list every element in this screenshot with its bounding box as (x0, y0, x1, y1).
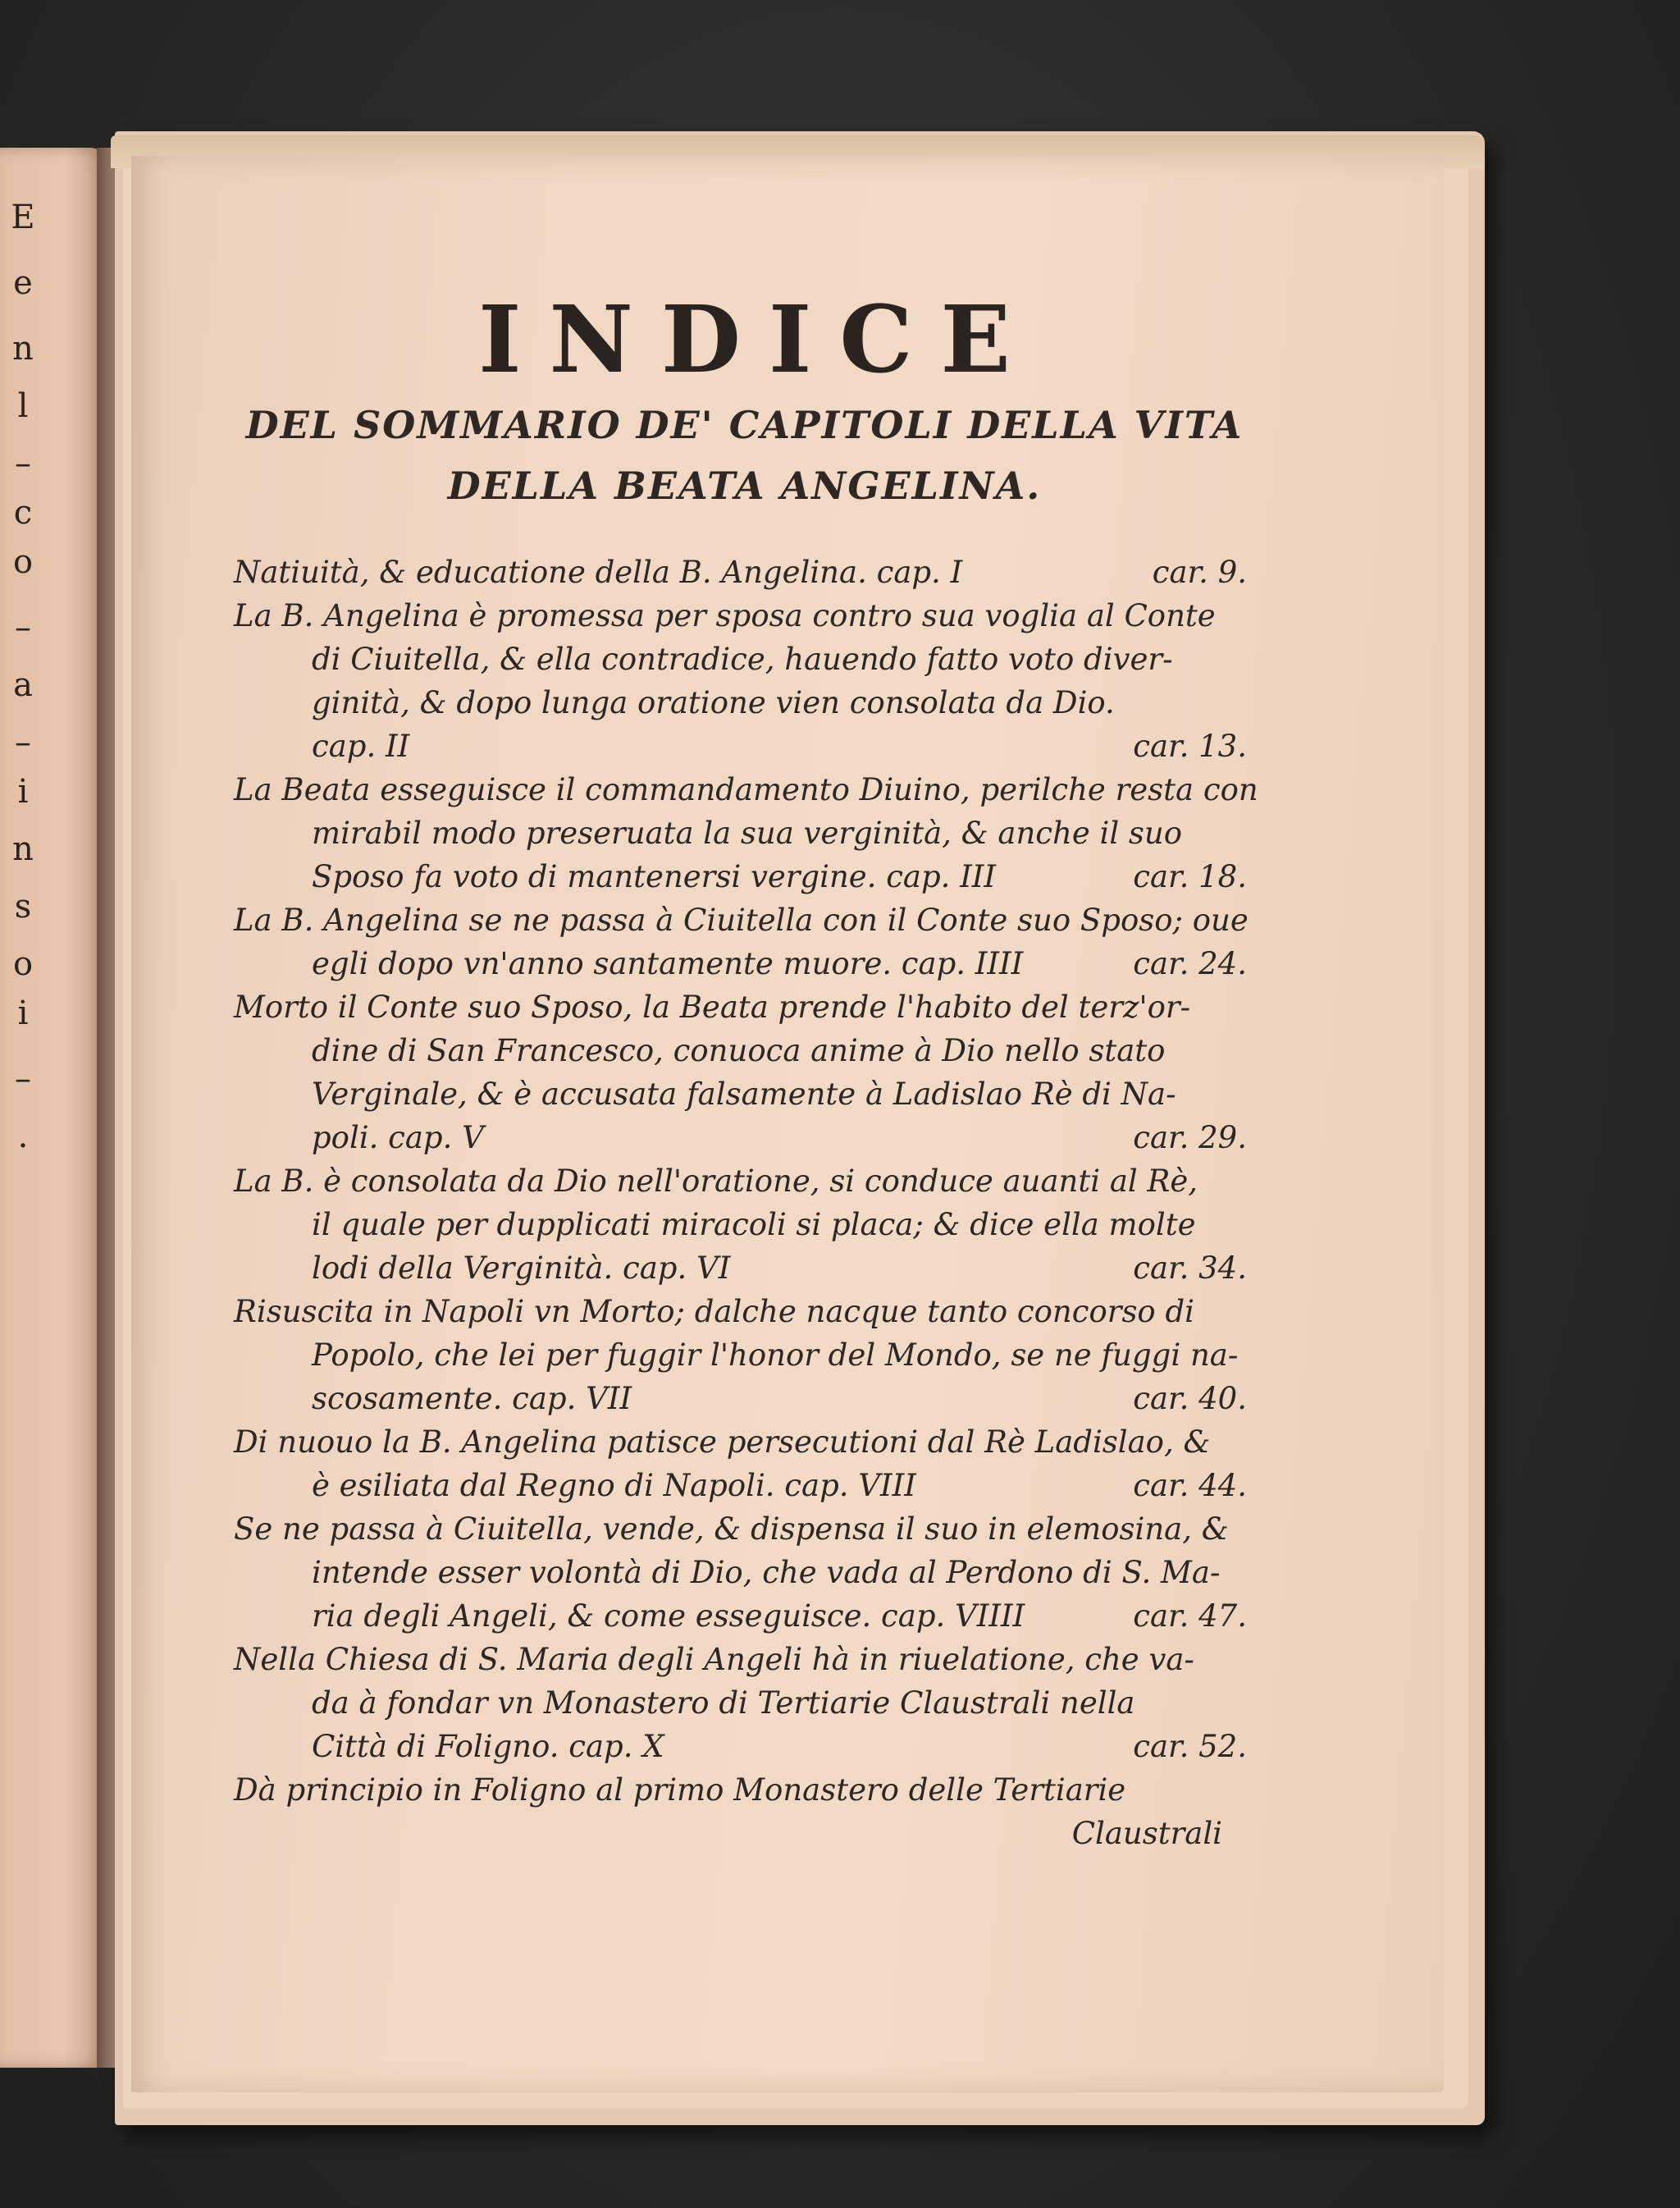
index-entry-text: Claustrali (1071, 1816, 1222, 1851)
index-entry-text: La B. è consolata da Dio nell'oratione, si conduce auanti al Rè, (234, 1163, 1198, 1199)
page-reference: car. 40. (1133, 1381, 1247, 1416)
index-entry-text: Popolo, che lei per fuggir l'honor del Mondo, se ne fuggi na- (312, 1337, 1239, 1373)
page-reference: car. 52. (1133, 1729, 1247, 1764)
left-page-glyph: o (12, 543, 34, 581)
index-entry (234, 1638, 1255, 1768)
index-entry-line (234, 1725, 1255, 1768)
left-page-glyph: n (12, 330, 34, 368)
left-page-glyph: l (17, 387, 29, 425)
page-content (234, 286, 1258, 1855)
index-entry-line (234, 1464, 1255, 1507)
index-entry-text: Città di Foligno. cap. X (312, 1729, 664, 1764)
index-entry-line (234, 725, 1255, 768)
page-subtitle-line-1: DEL SOMMARIO DE' CAPITOLI DELLA VITA (245, 403, 1244, 447)
index-entry (234, 1420, 1255, 1507)
index-entry-line (234, 551, 1255, 594)
index-entry-line (234, 898, 1255, 942)
left-page-glyph: – (15, 609, 31, 647)
index-entry-line (234, 768, 1258, 811)
index-entry-text: è esiliata dal Regno di Napoli. cap. VIII (312, 1468, 916, 1503)
index-entry-line (234, 1594, 1255, 1638)
index-entry-line (234, 942, 1255, 985)
index-entry-line (234, 1638, 1255, 1681)
index-entry-line (234, 1159, 1255, 1203)
index-entry-text: mirabil modo preseruata la sua verginità, & anche il suo (312, 816, 1183, 851)
left-page-glyph: – (15, 724, 31, 761)
page-reference: car. 18. (1133, 859, 1247, 894)
index-entry-line (234, 1203, 1255, 1246)
index-entry-line (234, 638, 1255, 681)
index-entry-line (234, 1507, 1255, 1551)
page-reference: car. 13. (1133, 729, 1247, 764)
index-entry (234, 1507, 1255, 1638)
page-reference: car. 47. (1133, 1598, 1247, 1634)
page-reference: car. 24. (1133, 946, 1247, 981)
index-entry-text: egli dopo vn'anno santamente muore. cap. IIII (312, 946, 1024, 981)
index-entry (234, 594, 1255, 768)
left-page-glyph: – (15, 445, 31, 482)
index-entries (234, 551, 1258, 1855)
index-entry-line (234, 681, 1255, 725)
left-page-glyph: i (17, 773, 29, 811)
index-entry-text: ria degli Angeli, & come esseguisce. cap. VIIII (312, 1598, 1025, 1634)
page-reference: car. 9. (1152, 555, 1247, 590)
index-entry-text: La Beata esseguisce il commandamento Diuino, perilche resta con (234, 772, 1258, 807)
index-entry-text: Natiuità, & educatione della B. Angelina. cap. I (234, 555, 963, 590)
index-entry-text: Di nuouo la B. Angelina patisce persecutioni dal Rè Ladislao, & (234, 1424, 1211, 1460)
page-reference: car. 34. (1133, 1250, 1247, 1286)
page-reference: car. 29. (1133, 1120, 1247, 1155)
index-entry-text: poli. cap. V (312, 1120, 484, 1155)
page-subtitle-line-2: DELLA BEATA ANGELINA. (447, 464, 1042, 508)
index-entry (234, 1159, 1255, 1290)
index-entry-text: da à fondar vn Monastero di Tertiarie Claustrali nella (312, 1685, 1135, 1721)
index-entry-line (234, 1681, 1255, 1725)
left-page-glyph: E (11, 199, 35, 236)
left-page-glyph: o (12, 945, 34, 983)
left-page-glyph: n (12, 830, 34, 868)
left-page-glyph: i (17, 994, 29, 1032)
index-entry-text: di Ciuitella, & ella contradice, hauendo fatto voto diver- (312, 642, 1173, 677)
index-entry-text: ginità, & dopo lunga oratione vien consolata da Dio. (312, 685, 1115, 720)
index-entry-text: il quale per dupplicati miracoli si placa; & dice ella molte (312, 1207, 1196, 1242)
index-entry-line (234, 1246, 1255, 1290)
index-entry (234, 1768, 1255, 1855)
index-entry-line (234, 1768, 1255, 1812)
index-entry-text: Nella Chiesa di S. Maria degli Angeli hà in riuelatione, che va- (234, 1642, 1194, 1677)
left-page-edge (0, 148, 107, 2068)
page-reference: car. 44. (1133, 1468, 1247, 1503)
index-entry (234, 768, 1258, 898)
index-entry-text: dine di San Francesco, conuoca anime à Dio nello stato (312, 1033, 1166, 1068)
left-page-glyph: c (13, 494, 33, 532)
index-entry-line (234, 1116, 1255, 1159)
index-entry-text: Morto il Conte suo Sposo, la Beata prende l'habito del terz'or- (234, 990, 1191, 1025)
index-entry-text: cap. II (312, 729, 410, 764)
index-entry-line (234, 1551, 1255, 1594)
index-entry-text: La B. Angelina è promessa per sposa contro sua voglia al Conte (234, 598, 1216, 633)
index-entry-line (234, 811, 1255, 855)
index-entry-text: lodi della Verginità. cap. VI (312, 1250, 731, 1286)
index-entry-text: Verginale, & è accusata falsamente à Ladislao Rè di Na- (312, 1077, 1176, 1112)
index-entry-text: intende esser volontà di Dio, che vada al Perdono di S. Ma- (312, 1555, 1221, 1590)
index-entry-line (234, 1029, 1255, 1072)
index-entry-line (234, 1333, 1255, 1377)
index-entry-line (234, 1812, 1255, 1855)
page-title: INDICE (478, 286, 1039, 394)
left-page-glyph: – (15, 1060, 31, 1098)
left-page-glyph: s (14, 888, 32, 926)
index-entry-line (234, 1072, 1255, 1116)
index-entry-text: Risuscita in Napoli vn Morto; dalche nacque tanto concorso di (234, 1294, 1194, 1329)
index-entry-line (234, 1290, 1255, 1333)
left-page-glyph: e (13, 264, 33, 302)
index-entry (234, 551, 1255, 594)
index-entry-text: Dà principio in Foligno al primo Monastero delle Tertiarie (234, 1772, 1126, 1808)
index-entry-line (234, 985, 1255, 1029)
index-entry-line (234, 1420, 1255, 1464)
left-page-glyph: . (17, 1118, 29, 1155)
index-entry-text: La B. Angelina se ne passa à Ciuitella con il Conte suo Sposo; oue (234, 903, 1249, 938)
index-entry-text: Se ne passa à Ciuitella, vende, & dispensa il suo in elemosina, & (234, 1511, 1229, 1547)
book-gutter (97, 148, 115, 2068)
index-entry (234, 985, 1255, 1159)
index-entry-line (234, 594, 1255, 638)
index-entry-line (234, 855, 1255, 898)
index-entry-line (234, 1377, 1255, 1420)
index-entry (234, 1290, 1255, 1420)
left-page-glyph: a (13, 666, 33, 704)
index-entry-text: Sposo fa voto di mantenersi vergine. cap. III (312, 859, 997, 894)
index-entry-text: scosamente. cap. VII (312, 1381, 632, 1416)
index-entry (234, 898, 1255, 985)
